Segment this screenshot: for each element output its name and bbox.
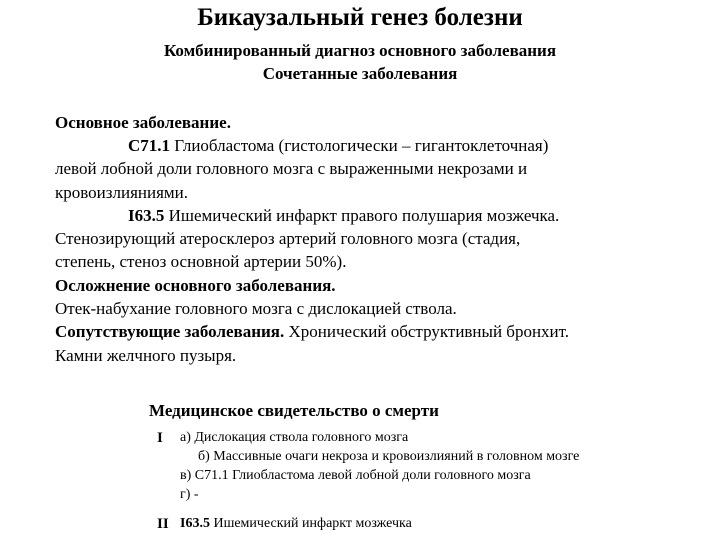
diagnosis-code-i63: I63.5 [128, 206, 165, 225]
certificate-part2-text: Ишемический инфаркт мозжечка [209, 516, 412, 531]
certificate-line-g: г) - [180, 487, 199, 502]
comorbid-line2: Камни желчного пузыря. [55, 346, 237, 365]
certificate-part2-numeral: II [157, 516, 169, 532]
certificate-part2-line [180, 516, 412, 532]
comorbid-text: Хронический обструктивный бронхит. [284, 322, 570, 341]
certificate-title: Медицинское свидетельство о смерти [149, 401, 439, 420]
diagnosis-code-c71: C71.1 [128, 136, 171, 155]
main-disease-heading: Основное заболевание. [55, 113, 231, 132]
complication-heading: Осложнение основного заболевания. [55, 276, 336, 295]
certificate-part1-numeral: I [157, 430, 163, 446]
subtitle-combined-diseases: Сочетанные заболевания [262, 64, 458, 83]
complication-text: Отек-набухание головного мозга с дислокацией ствола. [55, 299, 457, 318]
diagnosis-c71-line2: левой лобной доли головного мозга с выраженными некрозами и [55, 159, 528, 178]
comorbid-heading: Сопутствующие заболевания. [55, 322, 285, 341]
certificate-line-v: в) C71.1 Глиобластома левой лобной доли головного мозга [180, 468, 531, 483]
certificate-line-a: а) Дислокация ствола головного мозга [180, 430, 409, 445]
page-title: Бикаузальный генез болезни [197, 4, 523, 31]
diagnosis-i63-line3: степень, стеноз основной артерии 50%). [55, 252, 347, 271]
certificate-line-b: б) Массивные очаги некроза и кровоизлияний в головном мозге [198, 449, 580, 464]
subtitle-combined-diagnosis: Комбинированный диагноз основного заболевания [163, 41, 557, 60]
diagnosis-c71-text: Глиобластома (гистологически – гигантоклеточная) [170, 136, 549, 155]
diagnosis-c71-line1 [128, 134, 548, 157]
certificate-part2-code: I63.5 [180, 516, 210, 531]
diagnosis-i63-text: Ишемический инфаркт правого полушария мозжечка. [164, 206, 560, 225]
diagnosis-i63-line2: Стенозирующий атеросклероз артерий головного мозга (стадия, [55, 229, 521, 248]
diagnosis-i63-line1 [128, 204, 559, 227]
diagnosis-c71-line3: кровоизлияниями. [55, 183, 189, 202]
comorbid-line1 [55, 320, 569, 343]
